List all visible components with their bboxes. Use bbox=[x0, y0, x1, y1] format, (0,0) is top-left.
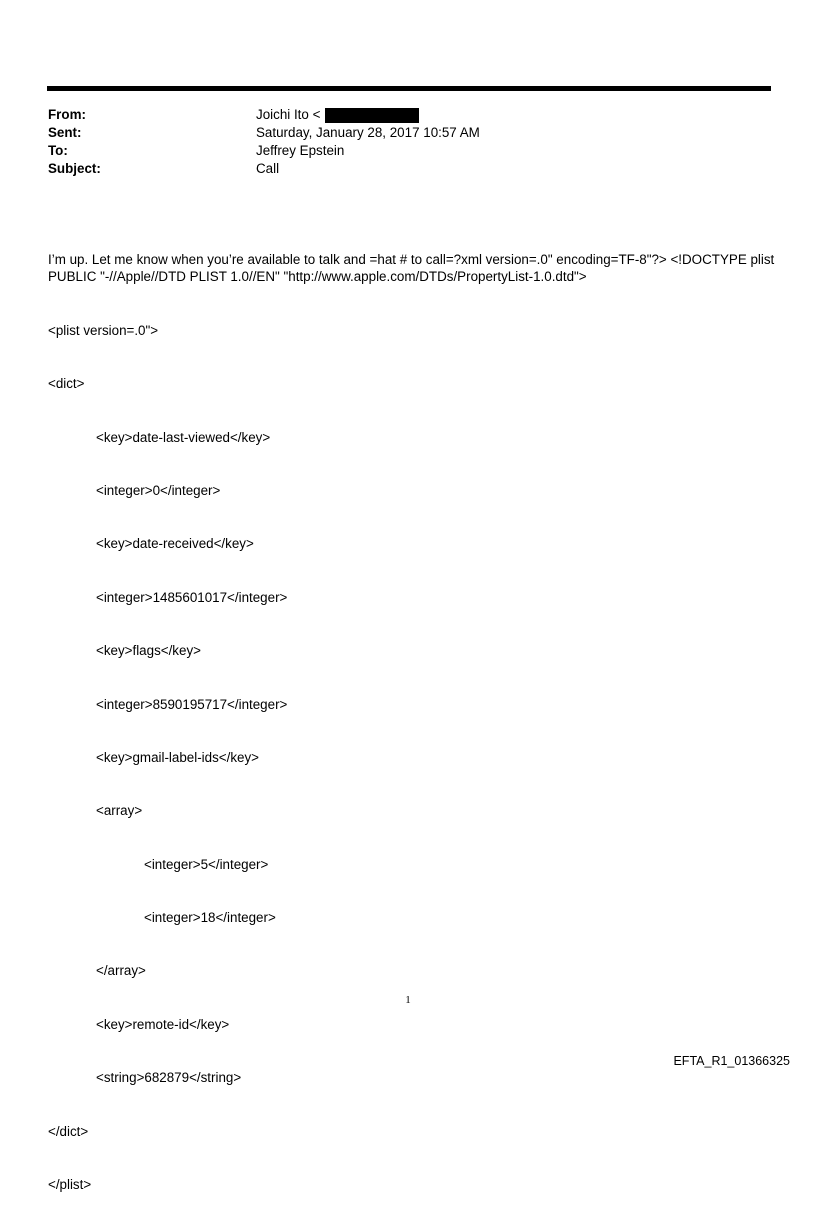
from-row bbox=[48, 106, 768, 124]
subject-row bbox=[48, 160, 768, 178]
key-date-received: <key>date-received</key> bbox=[96, 536, 254, 552]
subject-label: Subject: bbox=[48, 161, 101, 176]
plist-open: <plist version=.0"> bbox=[48, 322, 159, 338]
document-id: EFTA_R1_01366325 bbox=[673, 1054, 790, 1068]
sent-value: Saturday, January 28, 2017 10:57 AM bbox=[256, 125, 480, 140]
string-remote-id: <string>682879</string> bbox=[96, 1070, 242, 1086]
integer-zero: <integer>0</integer> bbox=[96, 482, 221, 498]
header-divider bbox=[47, 86, 771, 91]
to-row bbox=[48, 142, 768, 160]
to-value: Jeffrey Epstein bbox=[256, 143, 345, 158]
to-label: To: bbox=[48, 143, 68, 158]
integer-received: <integer>1485601017</integer> bbox=[96, 589, 288, 605]
array-close: </array> bbox=[96, 963, 146, 979]
array-open: <array> bbox=[96, 803, 143, 819]
from-name: Joichi Ito < bbox=[256, 107, 321, 122]
dict-close: </dict> bbox=[48, 1123, 89, 1139]
sent-label: Sent: bbox=[48, 125, 82, 140]
integer-flags: <integer>8590195717</integer> bbox=[96, 696, 288, 712]
subject-value: Call bbox=[256, 161, 280, 176]
sent-row bbox=[48, 124, 768, 142]
key-remote-id: <key>remote-id</key> bbox=[96, 1016, 230, 1032]
plist-close: </plist> bbox=[48, 1177, 92, 1193]
key-flags: <key>flags</key> bbox=[96, 643, 201, 659]
email-headers bbox=[48, 106, 768, 178]
from-label: From: bbox=[48, 107, 86, 122]
redaction-block bbox=[325, 108, 419, 123]
dict-open: <dict> bbox=[48, 376, 85, 392]
integer-eighteen: <integer>18</integer> bbox=[144, 910, 276, 926]
key-gmail-label-ids: <key>gmail-label-ids</key> bbox=[96, 749, 260, 765]
body-intro: I’m up. Let me know when you’re available to talk and =hat # to call=?xml version=.0" encoding=TF-8"?> <!DOCTYPE plist PUBLIC "-//Apple//DTD PLIST 1.0//EN" "http://www.apple.com/DTDs/PropertyList-1.0.dtd"> bbox=[48, 251, 775, 285]
page-number: 1 bbox=[405, 994, 411, 1006]
from-value bbox=[256, 106, 768, 124]
integer-five: <integer>5</integer> bbox=[144, 856, 269, 872]
key-date-last-viewed: <key>date-last-viewed</key> bbox=[96, 429, 271, 445]
